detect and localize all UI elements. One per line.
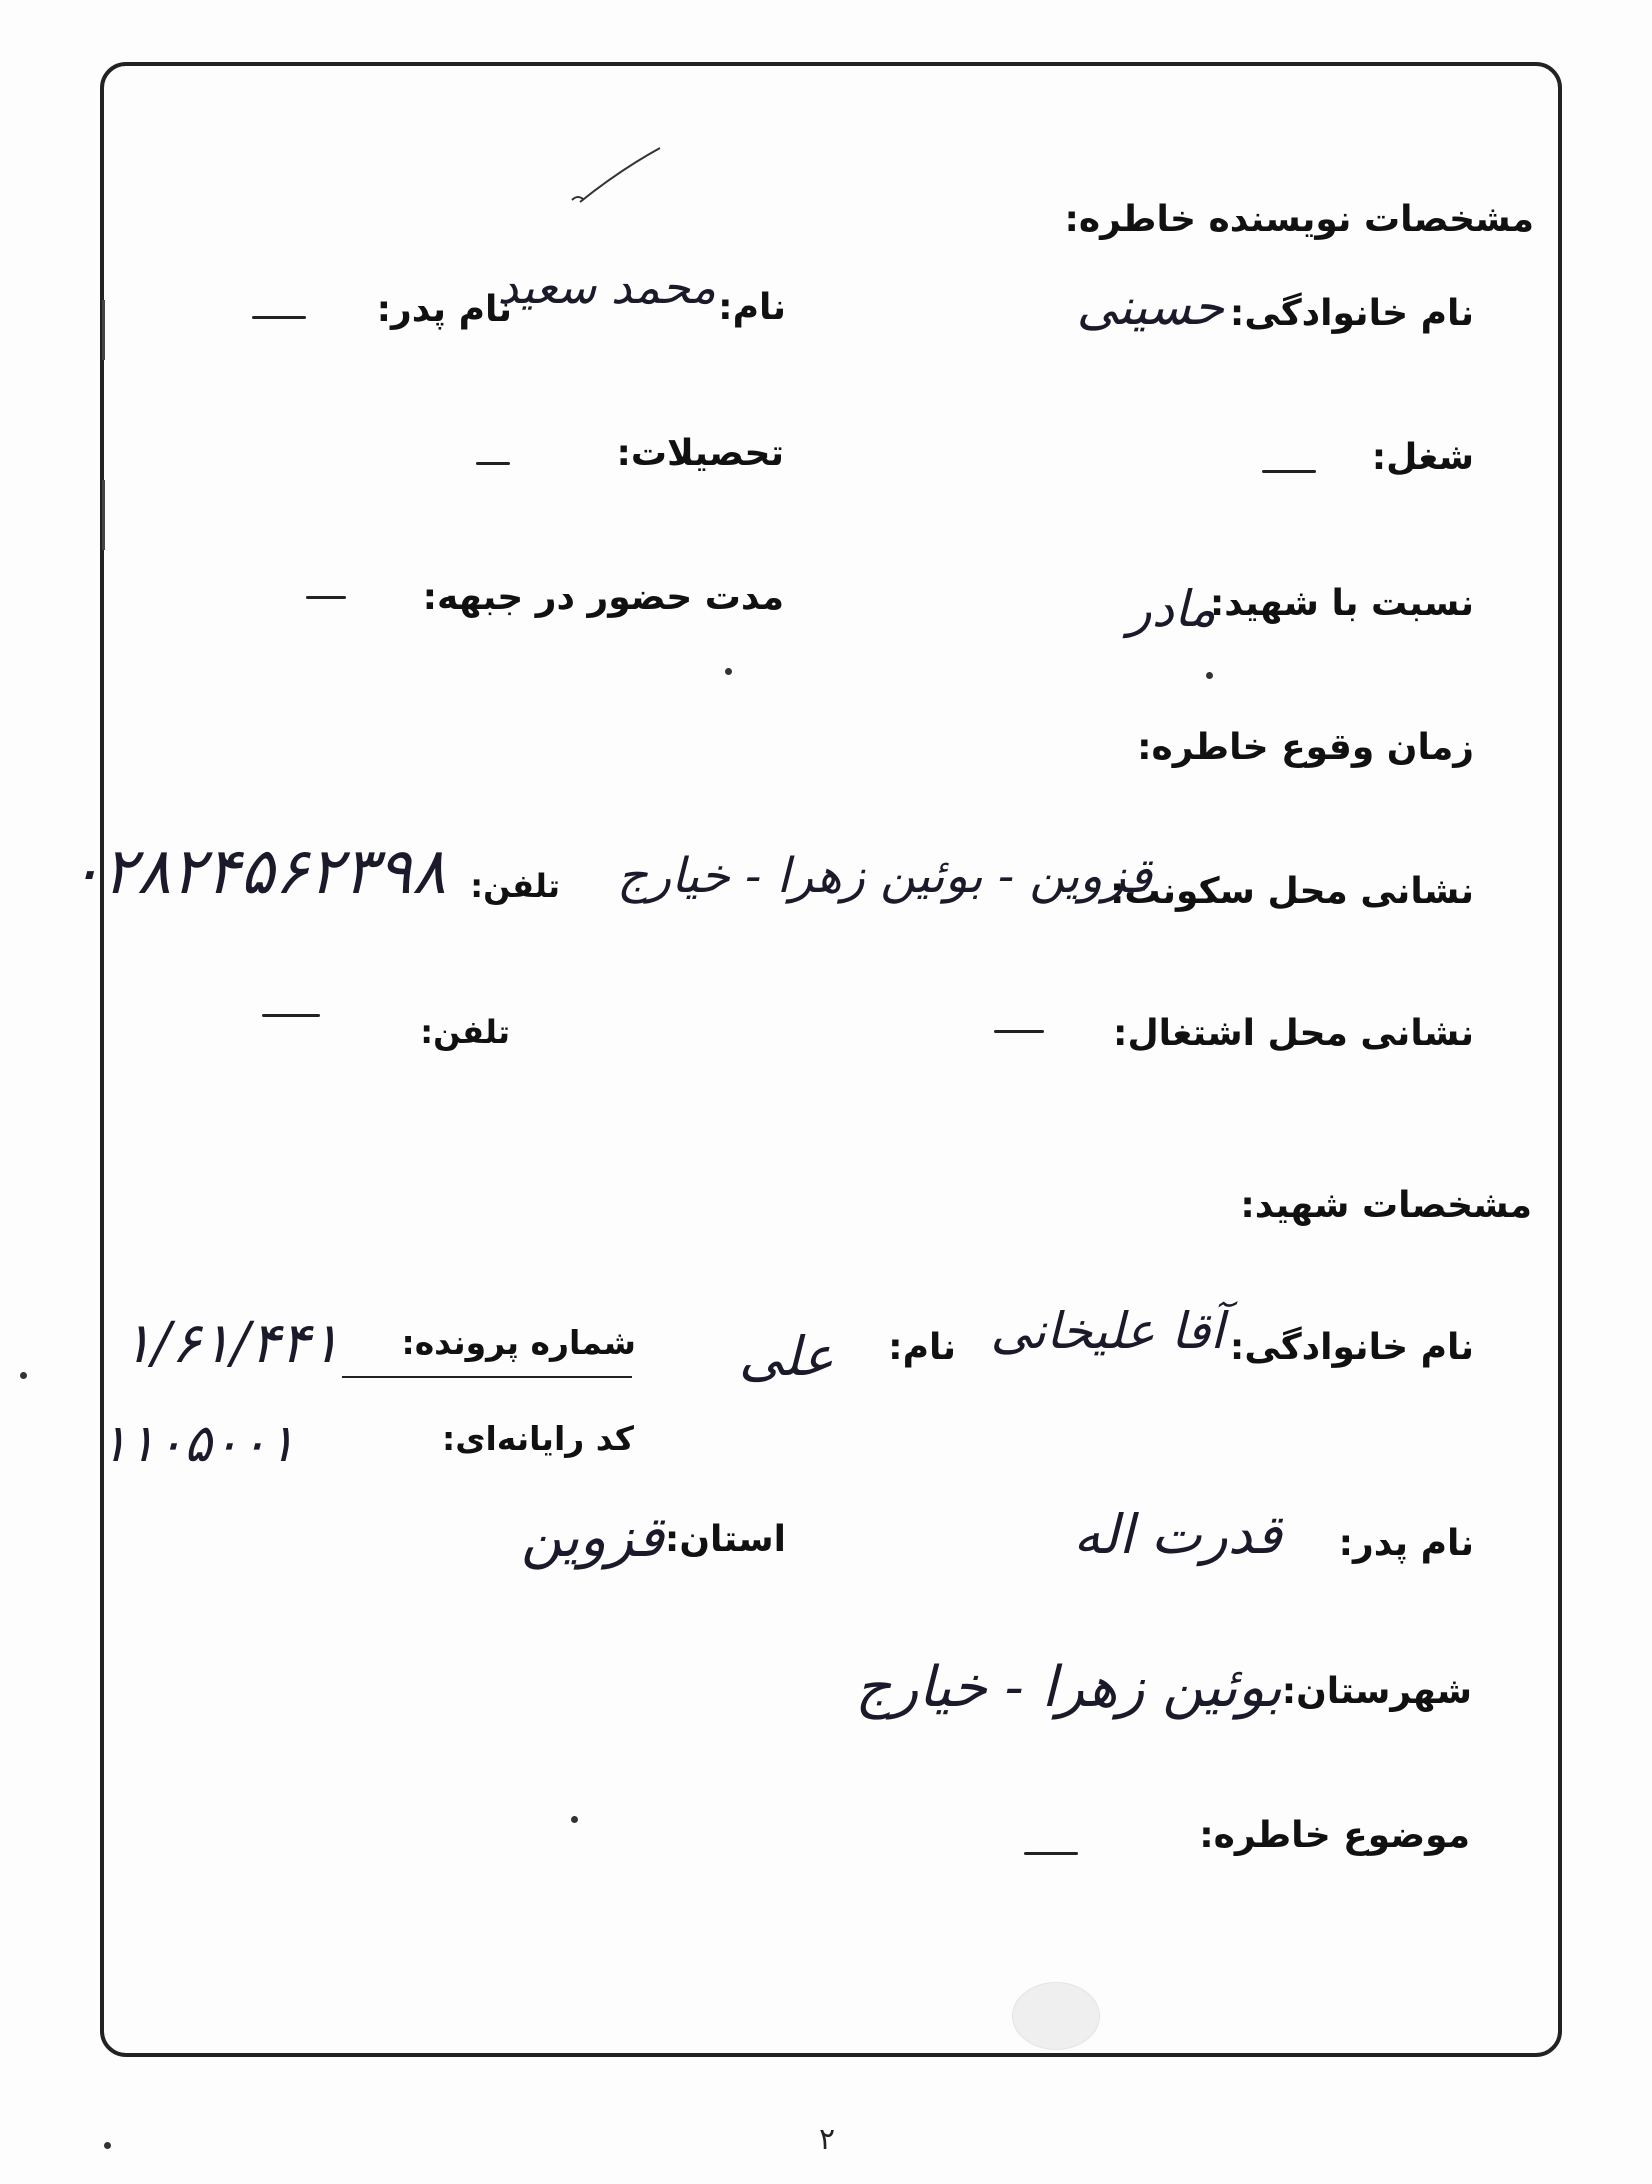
relation-label: نسبت با شهید: bbox=[1209, 583, 1474, 624]
computer-code-value: ۱۱۰۵۰۰۱ bbox=[100, 1414, 296, 1474]
computer-code-label: کد رایانه‌ای: bbox=[442, 1419, 634, 1458]
front-duration-value bbox=[306, 596, 346, 599]
author-first-name-label: نام: bbox=[718, 287, 786, 328]
scan-edge-mark bbox=[102, 480, 105, 550]
province-value: قزوین bbox=[521, 1505, 664, 1570]
memory-subject-label: موضوع خاطره: bbox=[1199, 1815, 1470, 1856]
author-father-name-value bbox=[252, 316, 306, 319]
scan-speck bbox=[725, 668, 732, 675]
education-label: تحصیلات: bbox=[616, 433, 784, 474]
relation-value: مادر bbox=[1127, 580, 1216, 638]
martyr-family-name-value: آقا علیخانی bbox=[990, 1302, 1224, 1360]
front-duration-label: مدت حضور در جبهه: bbox=[422, 577, 784, 618]
martyr-father-name-label: نام پدر: bbox=[1338, 1523, 1474, 1564]
work-phone-label: تلفن: bbox=[420, 1013, 510, 1051]
martyr-section-heading: مشخصات شهید: bbox=[1240, 1185, 1532, 1226]
job-label: شغل: bbox=[1371, 437, 1474, 478]
martyr-family-name-label: نام خانوادگی: bbox=[1229, 1327, 1474, 1368]
author-father-name-label: نام پدر: bbox=[376, 289, 512, 330]
scan-speck bbox=[104, 2142, 111, 2149]
education-value bbox=[476, 462, 510, 465]
work-address-label: نشانی محل اشتغال: bbox=[1113, 1013, 1474, 1054]
author-family-name-value: حسینی bbox=[1076, 278, 1224, 336]
city-value: بوئین زهرا - خیارج bbox=[855, 1655, 1282, 1720]
memory-subject-value bbox=[1024, 1852, 1078, 1855]
home-phone-label: تلفن: bbox=[470, 867, 560, 905]
home-address-label: نشانی محل سکونت: bbox=[1110, 871, 1474, 912]
page-number: ۲ bbox=[818, 2122, 836, 2157]
province-label: استان: bbox=[664, 1519, 786, 1560]
city-label: شهرستان: bbox=[1281, 1671, 1472, 1712]
file-number-label: شماره پرونده: bbox=[401, 1323, 636, 1362]
file-number-value: ۱/۶۱/۴۴۱ bbox=[122, 1311, 341, 1376]
martyr-first-name-value: علی bbox=[738, 1325, 834, 1388]
scan-speck bbox=[1206, 672, 1213, 679]
scan-speck bbox=[571, 1816, 578, 1823]
punch-hole-mark bbox=[1012, 1982, 1100, 2050]
pen-mark bbox=[560, 140, 680, 210]
file-number-underline bbox=[342, 1376, 632, 1378]
home-address-value: قزوین - بوئین زهرا - خیارج bbox=[616, 848, 1152, 904]
author-section-heading: مشخصات نویسنده خاطره: bbox=[1064, 199, 1534, 240]
form-border bbox=[100, 62, 1562, 2057]
job-value bbox=[1262, 470, 1316, 473]
author-first-name-value: محمد سعید bbox=[497, 260, 716, 314]
work-phone-value bbox=[262, 1014, 320, 1017]
martyr-first-name-label: نام: bbox=[888, 1327, 956, 1368]
memory-time-label: زمان وقوع خاطره: bbox=[1137, 727, 1474, 768]
author-family-name-label: نام خانوادگی: bbox=[1229, 293, 1474, 334]
home-phone-value: ۰۲۸۲۴۵۶۲۳۹۸ bbox=[68, 835, 447, 909]
martyr-father-name-value: قدرت اله bbox=[1073, 1503, 1282, 1566]
scan-edge-mark bbox=[102, 300, 105, 360]
scan-speck bbox=[20, 1372, 27, 1379]
work-address-value bbox=[994, 1030, 1044, 1033]
